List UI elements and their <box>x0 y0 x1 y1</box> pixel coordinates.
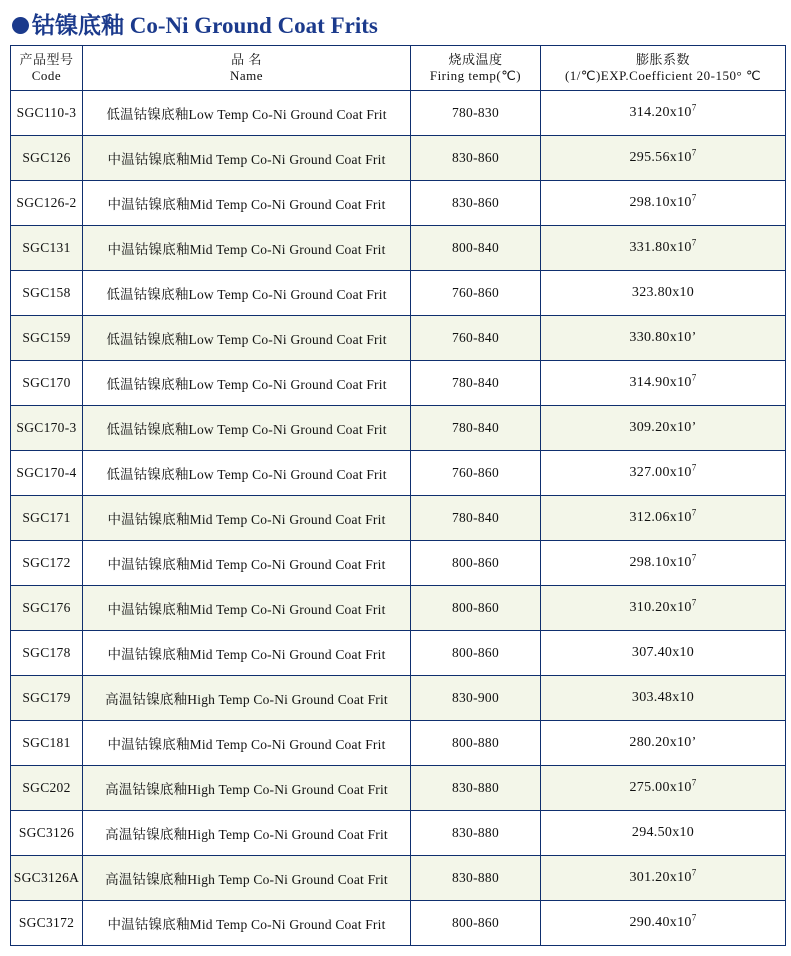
cell-code: SGC170-3 <box>11 406 83 451</box>
table-row <box>11 181 786 226</box>
exp-value: 330.80x10’ <box>629 330 697 345</box>
exp-exponent: 7 <box>691 147 697 158</box>
cell-name: 高温钴镍底釉High Temp Co-Ni Ground Coat Frit <box>83 676 411 721</box>
cell-exp-coefficient <box>541 226 786 271</box>
table-row <box>11 586 786 631</box>
cell-code: SGC3172 <box>11 901 83 946</box>
table-row <box>11 361 786 406</box>
cell-firing-temp: 780-830 <box>411 91 541 136</box>
cell-firing-temp: 830-880 <box>411 766 541 811</box>
column-header-firing-temp-cn: 烧成温度 <box>448 51 503 67</box>
cell-name: 中温钴镍底釉Mid Temp Co-Ni Ground Coat Frit <box>83 226 411 271</box>
cell-name: 低温钴镍底釉Low Temp Co-Ni Ground Coat Frit <box>83 361 411 406</box>
cell-code: SGC171 <box>11 496 83 541</box>
exp-value: 294.50x10 <box>631 825 695 840</box>
cell-code: SGC159 <box>11 316 83 361</box>
cell-name: 中温钴镍底釉Mid Temp Co-Ni Ground Coat Frit <box>83 136 411 181</box>
exp-value: 314.20x10 <box>629 105 692 120</box>
cell-firing-temp: 830-900 <box>411 676 541 721</box>
cell-code: SGC202 <box>11 766 83 811</box>
cell-code: SGC3126A <box>11 856 83 901</box>
table-row <box>11 316 786 361</box>
cell-name: 高温钴镍底釉High Temp Co-Ni Ground Coat Frit <box>83 811 411 856</box>
frits-table <box>10 45 786 946</box>
exp-value: 307.40x10 <box>631 645 695 660</box>
cell-firing-temp: 780-840 <box>411 496 541 541</box>
cell-code: SGC170 <box>11 361 83 406</box>
cell-exp-coefficient <box>541 856 786 901</box>
exp-exponent: 7 <box>691 102 697 113</box>
table-row <box>11 91 786 136</box>
cell-exp-coefficient <box>541 271 786 316</box>
exp-value: 303.48x10 <box>631 690 695 705</box>
cell-exp-coefficient <box>541 361 786 406</box>
cell-name: 低温钴镍底釉Low Temp Co-Ni Ground Coat Frit <box>83 271 411 316</box>
exp-value: 309.20x10’ <box>629 420 697 435</box>
exp-value: 310.20x10 <box>629 600 692 615</box>
table-row <box>11 721 786 766</box>
exp-exponent: 7 <box>691 237 697 248</box>
cell-firing-temp: 830-880 <box>411 856 541 901</box>
cell-firing-temp: 760-840 <box>411 316 541 361</box>
cell-firing-temp: 800-860 <box>411 586 541 631</box>
column-header-code-en: Code <box>31 68 62 83</box>
table-row <box>11 451 786 496</box>
cell-firing-temp: 830-860 <box>411 181 541 226</box>
exp-exponent: 7 <box>691 777 697 788</box>
exp-exponent: 7 <box>691 867 697 878</box>
cell-code: SGC131 <box>11 226 83 271</box>
cell-name: 中温钴镍底釉Mid Temp Co-Ni Ground Coat Frit <box>83 541 411 586</box>
exp-value: 275.00x10 <box>629 780 692 795</box>
exp-exponent: 7 <box>691 507 697 518</box>
exp-value: 298.10x10 <box>629 195 692 210</box>
table-row <box>11 766 786 811</box>
cell-firing-temp: 780-840 <box>411 406 541 451</box>
column-header-exp-coefficient <box>541 46 786 91</box>
cell-name: 高温钴镍底釉High Temp Co-Ni Ground Coat Frit <box>83 856 411 901</box>
cell-name: 中温钴镍底釉Mid Temp Co-Ni Ground Coat Frit <box>83 586 411 631</box>
cell-name: 中温钴镍底釉Mid Temp Co-Ni Ground Coat Frit <box>83 631 411 676</box>
cell-firing-temp: 800-860 <box>411 541 541 586</box>
cell-exp-coefficient <box>541 136 786 181</box>
column-header-code <box>11 46 83 91</box>
cell-firing-temp: 760-860 <box>411 271 541 316</box>
column-header-name <box>83 46 411 91</box>
column-header-firing-temp-en: Firing temp(℃) <box>429 68 522 83</box>
table-row <box>11 226 786 271</box>
cell-code: SGC126-2 <box>11 181 83 226</box>
cell-code: SGC3126 <box>11 811 83 856</box>
exp-value: 323.80x10 <box>631 285 695 300</box>
cell-code: SGC126 <box>11 136 83 181</box>
cell-name: 中温钴镍底釉Mid Temp Co-Ni Ground Coat Frit <box>83 721 411 766</box>
column-header-name-en: Name <box>229 68 264 83</box>
cell-exp-coefficient <box>541 496 786 541</box>
exp-exponent: 7 <box>691 912 697 923</box>
table-row <box>11 136 786 181</box>
cell-exp-coefficient <box>541 406 786 451</box>
table-row <box>11 856 786 901</box>
column-header-name-cn: 品 名 <box>231 51 262 67</box>
exp-exponent: 7 <box>691 372 697 383</box>
cell-name: 高温钴镍底釉High Temp Co-Ni Ground Coat Frit <box>83 766 411 811</box>
cell-firing-temp: 780-840 <box>411 361 541 406</box>
exp-value: 301.20x10 <box>629 870 692 885</box>
page-title-text: 钴镍底釉 Co-Ni Ground Coat Frits <box>32 12 378 38</box>
cell-exp-coefficient <box>541 901 786 946</box>
table-row <box>11 406 786 451</box>
cell-exp-coefficient <box>541 811 786 856</box>
cell-firing-temp: 800-860 <box>411 901 541 946</box>
cell-firing-temp: 760-860 <box>411 451 541 496</box>
cell-code: SGC179 <box>11 676 83 721</box>
cell-name: 中温钴镍底釉Mid Temp Co-Ni Ground Coat Frit <box>83 181 411 226</box>
exp-exponent: 7 <box>691 552 697 563</box>
cell-exp-coefficient <box>541 766 786 811</box>
cell-exp-coefficient <box>541 541 786 586</box>
cell-firing-temp: 800-860 <box>411 631 541 676</box>
cell-exp-coefficient <box>541 181 786 226</box>
cell-code: SGC176 <box>11 586 83 631</box>
cell-code: SGC110-3 <box>11 91 83 136</box>
exp-exponent: 7 <box>691 597 697 608</box>
cell-name: 低温钴镍底釉Low Temp Co-Ni Ground Coat Frit <box>83 91 411 136</box>
table-row <box>11 901 786 946</box>
cell-code: SGC158 <box>11 271 83 316</box>
exp-value: 314.90x10 <box>629 375 692 390</box>
cell-exp-coefficient <box>541 631 786 676</box>
exp-exponent: 7 <box>691 462 697 473</box>
cell-name: 低温钴镍底釉Low Temp Co-Ni Ground Coat Frit <box>83 316 411 361</box>
table-body <box>11 91 786 946</box>
column-header-code-cn: 产品型号 <box>19 51 74 67</box>
exp-exponent: 7 <box>691 192 697 203</box>
cell-name: 低温钴镍底釉Low Temp Co-Ni Ground Coat Frit <box>83 451 411 496</box>
cell-firing-temp: 830-880 <box>411 811 541 856</box>
column-header-firing-temp <box>411 46 541 91</box>
bullet-icon <box>12 17 29 34</box>
table-row <box>11 541 786 586</box>
table-row <box>11 271 786 316</box>
cell-firing-temp: 800-840 <box>411 226 541 271</box>
exp-value: 331.80x10 <box>629 240 692 255</box>
cell-name: 中温钴镍底釉Mid Temp Co-Ni Ground Coat Frit <box>83 496 411 541</box>
cell-exp-coefficient <box>541 586 786 631</box>
cell-code: SGC181 <box>11 721 83 766</box>
column-header-exp-coefficient-cn: 膨胀系数 <box>635 51 690 67</box>
cell-code: SGC172 <box>11 541 83 586</box>
table-row <box>11 496 786 541</box>
cell-name: 中温钴镍底釉Mid Temp Co-Ni Ground Coat Frit <box>83 901 411 946</box>
cell-firing-temp: 830-860 <box>411 136 541 181</box>
exp-value: 280.20x10’ <box>629 735 697 750</box>
cell-exp-coefficient <box>541 676 786 721</box>
exp-value: 327.00x10 <box>629 465 692 480</box>
table-row <box>11 631 786 676</box>
table-header <box>11 46 786 91</box>
exp-value: 295.56x10 <box>629 150 692 165</box>
table-header-row <box>11 46 786 91</box>
cell-exp-coefficient <box>541 451 786 496</box>
cell-code: SGC178 <box>11 631 83 676</box>
table-row <box>11 811 786 856</box>
cell-exp-coefficient <box>541 721 786 766</box>
exp-value: 290.40x10 <box>629 915 692 930</box>
cell-exp-coefficient <box>541 316 786 361</box>
exp-value: 312.06x10 <box>629 510 692 525</box>
cell-exp-coefficient <box>541 91 786 136</box>
page-title <box>8 8 783 42</box>
cell-name: 低温钴镍底釉Low Temp Co-Ni Ground Coat Frit <box>83 406 411 451</box>
cell-code: SGC170-4 <box>11 451 83 496</box>
table-row <box>11 676 786 721</box>
column-header-exp-coefficient-en: (1/℃)EXP.Coefficient 20-150° ℃ <box>564 68 762 83</box>
exp-value: 298.10x10 <box>629 555 692 570</box>
cell-firing-temp: 800-880 <box>411 721 541 766</box>
